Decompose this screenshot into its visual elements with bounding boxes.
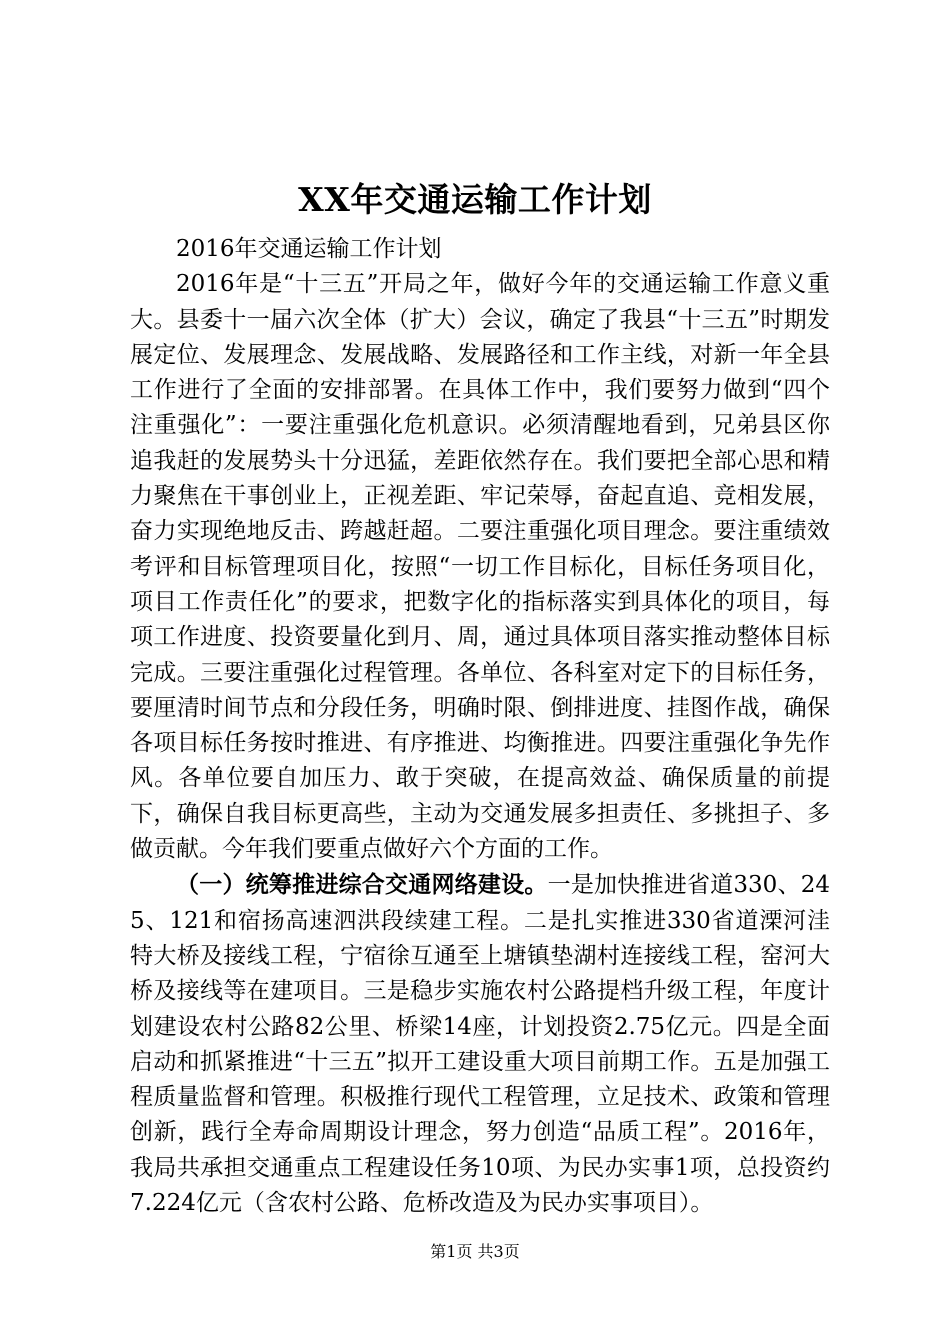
section-1-paragraph	[130, 867, 830, 1221]
section-1-heading: （一）统筹推进综合交通网络建设。	[176, 871, 548, 899]
subtitle-line: 2016年交通运输工作计划	[176, 236, 442, 262]
document-body	[130, 232, 830, 1221]
section-1-text: 一是加快推进省道330、245、121和宿扬高速泗洪段续建工程。二是扎实推进330省道溧河洼特大桥及接线工程，宁宿徐互通至上塘镇垫湖村连接线工程，窑河大桥及接线等在建项目。三是稳步实施农村公路提档升级工程，年度计划建设农村公路82公里、桥梁14座，计划投资2.75亿元。四是全面启动和抓紧推进“十三五”拟开工建设重大项目前期工作。五是加强工程质量监督和管理。积极推行现代工程管理，立足技术、政策和管理创新，践行全寿命周期设计理念，努力创造“品质工程”。2016年，我局共承担交通重点工程建设任务10项、为民办实事1项，总投资约7.224亿元（含农村公路、危桥改造及为民办实事项目）。	[130, 872, 831, 1217]
page-footer: 第1页 共3页	[430, 1242, 520, 1261]
intro-paragraph: 2016年是“十三五”开局之年，做好今年的交通运输工作意义重大。县委十一届六次全体（扩大）会议，确定了我县“十三五”时期发展定位、发展理念、发展战略、发展路径和工作主线，对新一年全县工作进行了全面的安排部署。在具体工作中，我们要努力做到“四个注重强化”：一要注重强化危机意识。必须清醒地看到，兄弟县区你追我赶的发展势头十分迅猛，差距依然存在。我们要把全部心思和精力聚焦在干事创业上，正视差距、牢记荣辱，奋起直追、竞相发展，奋力实现绝地反击、跨越赶超。二要注重强化项目理念。要注重绩效考评和目标管理项目化，按照“一切工作目标化，目标任务项目化，项目工作责任化”的要求，把数字化的指标落实到具体化的项目，每项工作进度、投资要量化到月、周，通过具体项目落实推动整体目标完成。三要注重强化过程管理。各单位、各科室对定下的目标任务，要厘清时间节点和分段任务，明确时限、倒排进度、挂图作战，确保各项目标任务按时推进、有序推进、均衡推进。四要注重强化争先作风。各单位要自加压力、敢于突破，在提高效益、确保质量的前提下，确保自我目标更高些，主动为交通发展多担责任、多挑担子、多做贡献。今年我们要重点做好六个方面的工作。	[130, 271, 830, 863]
document-title: XX年交通运输工作计划	[298, 180, 652, 219]
